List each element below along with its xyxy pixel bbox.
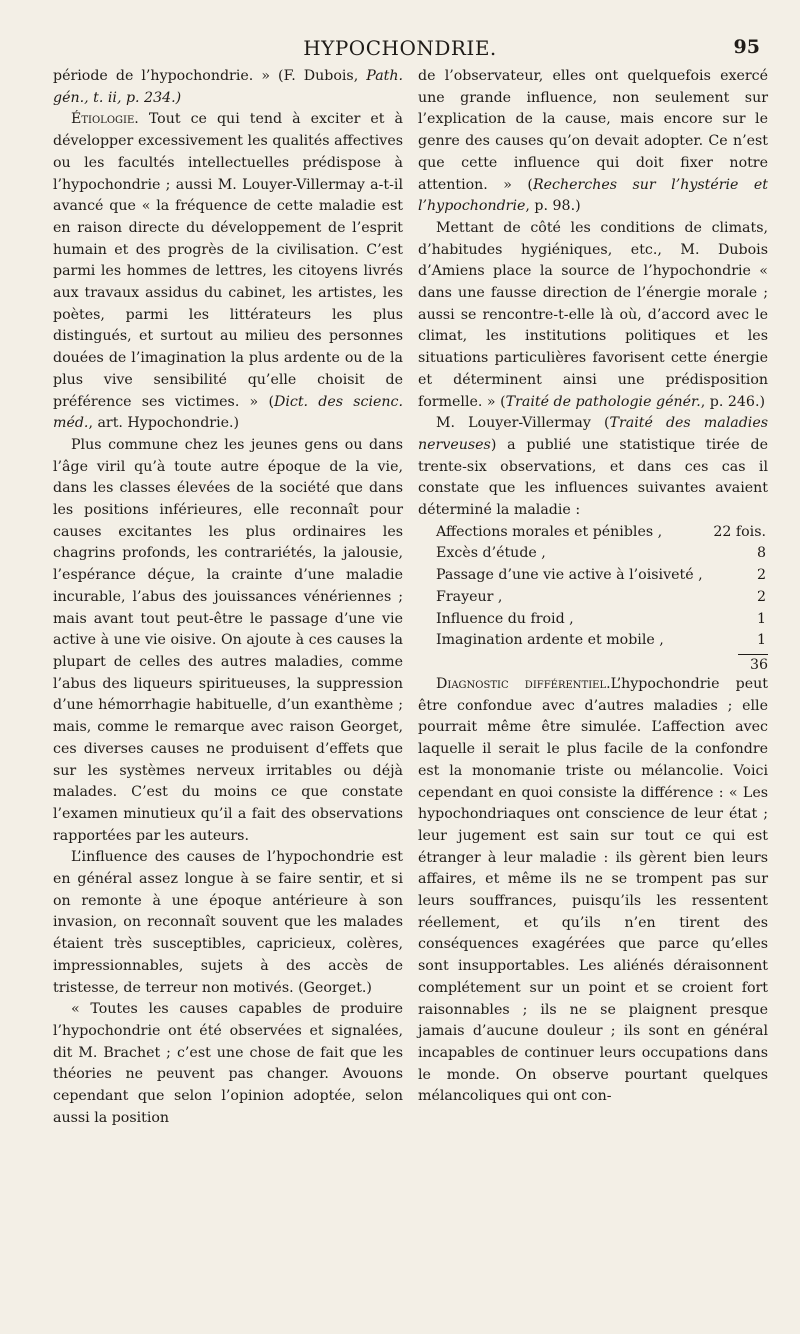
paragraph-text: Mettant de côté les conditions de climats, d’habitudes hygiéniques, etc., M. Dubois d’Amiens place la source de l’hypochondrie « dans une fausse direction de l’énergie morale ; aussi se rencontre-t-elle là où, d’accord avec le climat, les institutions politiques et les situations particulières favorisent cette énergie et déterminent ainsi une prédisposition formelle. » ( [418,219,768,410]
cause-count: 1 [756,632,766,649]
cause-count: 8 [756,545,766,562]
paragraph-text: , art. Hypochondrie.) [88,415,240,432]
cause-label: Influence du froid , [436,610,574,627]
cause-label: Frayeur , [436,588,503,605]
paragraph-text: période de l’hypochondrie. » (F. Dubois, [53,68,359,84]
citation: Path. gén., t. ii, p. 234.) [53,68,403,106]
cause-count: 22 fois. [713,523,766,540]
paragraph [418,413,768,522]
paragraph-etiology [53,109,403,435]
citation: Dict. des scienc. méd. [53,393,403,432]
paragraph-text: , p. 98.) [525,198,581,215]
paragraph-text: M. Louyer-Villermay ( [436,415,610,432]
paragraph [418,66,768,218]
cause-label: Excès d’étude , [436,545,546,562]
statistics-row [418,565,768,587]
paragraph-text: ) a publié une statistique tirée de trente-six observations, et dans ces cas il constate que les influences suivantes avaient déterminé la maladie : [418,436,768,519]
paragraph-text: Tout ce qui tend à exciter et à développer excessivement les qualités affectives ou les facultés intellectuelles prédispose à l’hypochondrie ; aussi M. Louyer-Villermay a-t-il avancé que « la fréquence de cette maladie est en raison directe du développement de l’esprit humain et des progrès de la civilisation. C’est parmi les hommes de lettres, les citoyens livrés aux travaux assidus du cabinet, les artistes, les poètes, parmi les littérateurs les plus distingués, et surtout au milieu des personnes douées de l’imagination la plus ardente ou de la plus vive sensibilité qu’elle choisit de préférence ses victimes. » ( [53,111,404,410]
citation: Traité de pathologie génér. [505,393,701,410]
paragraph-text: , p. 246.) [700,393,765,410]
paragraph: L’influence des causes de l’hypochondrie est en général assez longue à se faire sentir, et si on remonte à une époque antérieure à son invasion, on reconnaît souvent que les malades étaient très susceptibles, capricieux, colères, impressionnables, sujets à des accès de tristesse, de terreur non motivés. (Georget.) [53,849,403,996]
paragraph-text: de l’observateur, elles ont quelquefois exercé une grande influence, non seulement sur l’explication de la cause, mais encore sur le genre des causes qu’on devait adopter. Ce n’est que cette influence qui doit fixer notre attention. » ( [418,68,768,193]
cause-label: Affections morales et pénibles , [436,523,663,540]
paragraph: « Toutes les causes capables de produire l’hypochondrie ont été observées et signalées, dit M. Brachet ; c’est une chose de fait que les théories ne peuvent pas changer. Avouons cependant que selon l’opinion adoptée, selon aussi la position [53,1001,403,1126]
cause-count: 2 [756,588,766,605]
paragraph: Plus commune chez les jeunes gens ou dans l’âge viril qu’à toute autre époque de la vie, dans les classes élevées de la société que dans les positions inférieures, elle reconnaît pour causes excitantes les plus ordinaires les chagrins profonds, les contrariétés, la jalousie, l’espérance déçue, la crainte d’une maladie incurable, l’abus des jouissances vénériennes ; mais avant tout peut-être le passage d’une vie active à une vie oisive. On ajoute à ces causes la plupart de celles des autres maladies, comme l’abus des liqueurs spiritueuses, la suppression d’une hémorrhagie habituelle, d’un exanthème ; mais, comme le remarque avec raison Georget, ces diverses causes ne produisent d’effets que sur les systèmes nerveux irritables ou déjà malades. C’est du moins ce que constate l’examen minutieux qu’il a fait des observations rapportées par les auteurs. [53,436,403,844]
section-heading: Étiologie. [71,111,139,128]
running-head [0,36,800,66]
paragraph [418,218,768,413]
cause-count: 1 [756,610,766,627]
total-count: 36 [749,656,768,673]
page-number: 95 [733,36,760,58]
section-heading: Diagnostic différentiel. [436,675,611,692]
citation: Recherches sur l’hystérie et l’hypochondrie [418,176,768,215]
cause-count: 2 [756,567,766,584]
statistics-total [418,652,768,674]
cause-label: Imagination ardente et mobile , [436,632,664,649]
statistics-row [418,587,768,609]
statistics-row [418,609,768,631]
running-title: HYPOCHONDRIE. [303,36,497,60]
right-column [418,66,768,1108]
paragraph-diagnostic [418,674,768,1108]
statistics-row [418,522,768,544]
cause-label: Passage d’une vie active à l’oisiveté , [436,567,703,584]
paragraph-text: L’hypochondrie peut être confondue avec d’autres maladies ; elle pourrait même être simulée. L’affection avec laquelle il serait le plus facile de la confondre est la monomanie triste ou mélancolie. Voici cependant en quoi consiste la différence : « Les hypochondriaques ont conscience de leur état ; leur jugement est sain sur tout ce qui est étranger à leur maladie : ils gèrent bien leurs affaires, et même ils ne se trompent pas sur leurs souffrances, puisqu’ils les ressentent réellement, et qu’ils n’en tirent des conséquences exagérées que parce qu’elles sont insupportables. Les aliénés déraisonnent complétement sur un point et se croient fort raisonnables ; ils ne se plaignent presque jamais d’aucune douleur ; ils sont en général incapables de continuer leurs occupations dans le monde. On observe pourtant quelques mélancoliques qui ont con- [418,675,768,1105]
statistics-row [418,543,768,565]
paragraph [53,66,403,109]
statistics-row [418,630,768,652]
left-column [53,66,403,1129]
citation: Traité des maladies nerveuses [418,415,768,453]
statistics-list [418,522,768,652]
